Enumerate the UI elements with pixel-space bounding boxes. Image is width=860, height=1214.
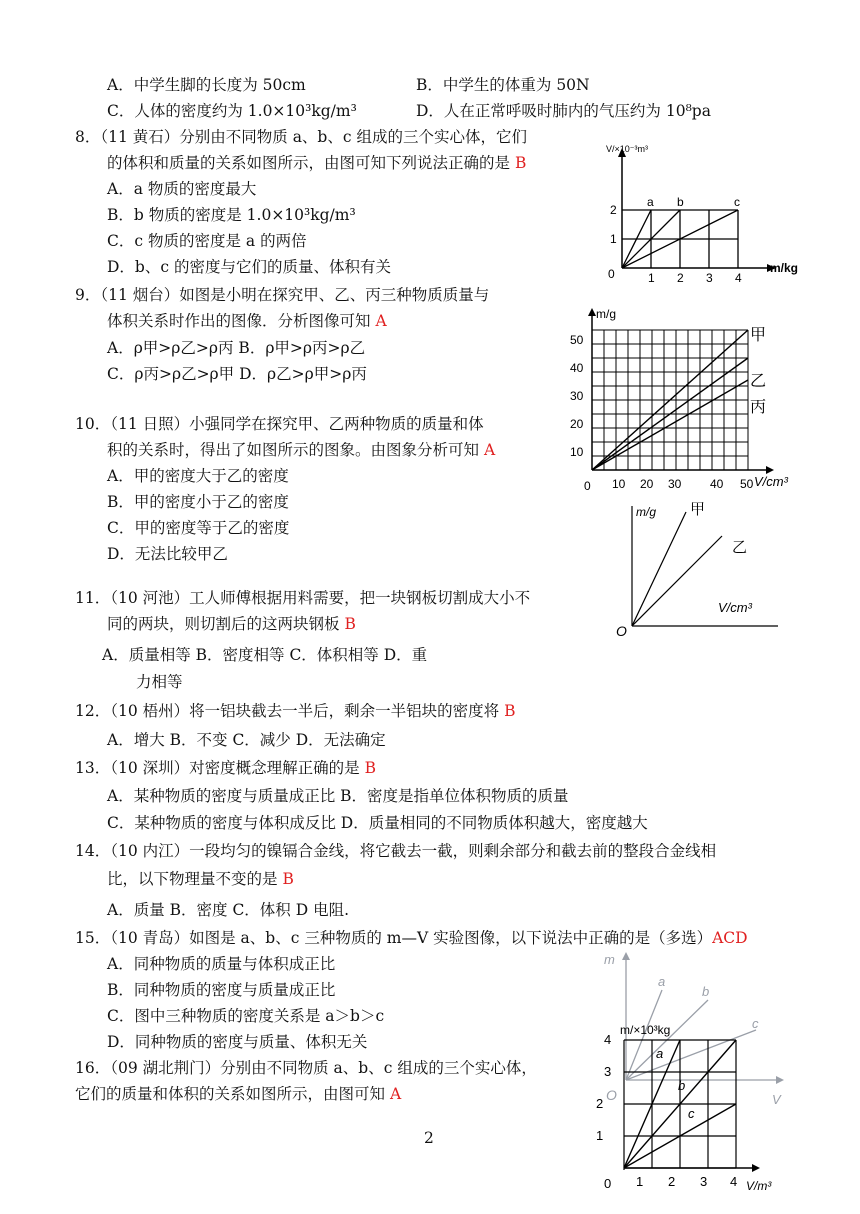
line-text: C．图中三种物质的密度关系是 a＞b＞c — [107, 1007, 385, 1025]
y-axis-label: m/g — [596, 307, 617, 321]
text-line-l31 — [75, 841, 716, 861]
x-tick-4: 4 — [735, 271, 742, 285]
line-text: C．ρ丙>ρ乙>ρ甲 D．ρ乙>ρ甲>ρ丙 — [107, 365, 367, 383]
origin-label: O — [616, 623, 627, 639]
page-number: 2 — [424, 1129, 434, 1147]
answer-mark: B — [504, 702, 516, 720]
answer-mark: ACD — [712, 929, 748, 947]
line-text: C．某种物质的密度与体积成反比 D．质量相同的不同物质体积越大，密度越大 — [107, 814, 648, 832]
text-line-l14 — [107, 364, 367, 384]
text-line-l11 — [75, 285, 489, 305]
text-line-l3 — [107, 101, 357, 121]
text-line-l30 — [107, 813, 648, 833]
line-text: D．b、c 的密度与它们的质量、体积有关 — [107, 258, 391, 276]
text-line-l37 — [107, 1006, 384, 1026]
text-line-l10 — [107, 257, 391, 277]
line-text: A．甲的密度大于乙的密度 — [107, 467, 289, 485]
x-tick-3: 3 — [700, 1174, 708, 1189]
y-tick-30: 30 — [570, 389, 584, 403]
line-text: 13．（10 深圳）对密度概念理解正确的是 — [75, 759, 365, 777]
figure-q10-graph — [610, 498, 790, 640]
line-text: B．同种物质的密度与质量成正比 — [107, 981, 336, 999]
label-a: a — [656, 1046, 664, 1061]
text-line-l8 — [107, 205, 356, 225]
label-a: a — [658, 974, 666, 989]
text-line-l20 — [107, 518, 289, 538]
line-text: A．ρ甲>ρ乙>ρ丙 B．ρ甲>ρ丙>ρ乙 — [107, 339, 366, 357]
label-yi: 乙 — [732, 539, 748, 556]
y-tick-2: 2 — [610, 203, 617, 217]
line-jia — [632, 512, 686, 626]
y-axis-label: V/×10⁻³m³ — [606, 144, 649, 154]
label-b: b — [678, 1078, 686, 1093]
x-tick-30: 30 — [668, 477, 682, 491]
text-line-l26 — [75, 701, 515, 721]
text-line-l12 — [107, 311, 387, 331]
text-line-l39 — [75, 1058, 537, 1078]
label-yi: 乙 — [750, 373, 767, 390]
origin-label: O — [606, 1087, 617, 1103]
figure-q8-graph — [598, 140, 810, 285]
y-tick-20: 20 — [570, 417, 584, 431]
x-tick-3: 3 — [706, 271, 713, 285]
text-line-l28 — [75, 758, 376, 778]
text-line-l18 — [107, 466, 289, 486]
line-text: 9．（11 烟台）如图是小明在探究甲、乙、丙三种物质质量与 — [75, 286, 490, 304]
line-text: 16．（09 湖北荆门）分别由不同物质 a、b、c 组成的三个实心体， — [75, 1059, 537, 1077]
line-text: A．质量 B．密度 C．体积 D 电阻. — [107, 901, 350, 919]
label-a: a — [647, 195, 654, 209]
x-tick-10: 10 — [612, 477, 626, 491]
label-jia: 甲 — [690, 501, 706, 518]
text-line-l4 — [416, 101, 711, 121]
x-tick-1: 1 — [636, 1174, 644, 1189]
text-line-l40 — [75, 1084, 401, 1104]
text-line-l36 — [107, 980, 335, 1000]
line-text: 比，以下物理量不变的是 — [107, 870, 283, 888]
line-text: D．人在正常呼吸时肺内的气压约为 10⁸pa — [416, 102, 711, 120]
line-text: D．无法比较甲乙 — [107, 545, 228, 563]
x-axis-label: V — [772, 1092, 781, 1107]
label-c: c — [734, 195, 740, 209]
text-line-l5 — [75, 127, 527, 147]
answer-mark: B — [282, 870, 294, 888]
answer-mark: B — [344, 615, 356, 633]
x-tick-4: 4 — [730, 1174, 738, 1189]
line-text: B．b 物质的密度是 1.0×10³kg/m³ — [107, 206, 356, 224]
x-tick-50: 50 — [740, 477, 754, 491]
y-tick-10: 10 — [570, 445, 584, 459]
y-tick-2: 2 — [596, 1096, 604, 1111]
text-line-l19 — [107, 492, 289, 512]
text-line-l13 — [107, 338, 365, 358]
text-line-l15 — [75, 414, 484, 434]
line-text: 14．（10 内江）一段均匀的镍镉合金线，将它截去一截，则剩余部分和截去前的整段合金线相 — [75, 842, 717, 860]
y-tick-50: 50 — [570, 333, 584, 347]
label-bing: 丙 — [750, 399, 767, 416]
text-line-l32 — [107, 869, 294, 889]
x-tick-2: 2 — [677, 271, 684, 285]
y-tick-3: 3 — [604, 1064, 612, 1079]
text-line-l2 — [416, 75, 590, 95]
label-b: b — [677, 195, 684, 209]
line-text: C．c 物质的密度是 a 的两倍 — [107, 232, 307, 250]
x-tick-0: 0 — [604, 1176, 612, 1191]
label-jia: 甲 — [750, 327, 767, 344]
answer-mark: A — [375, 312, 387, 330]
line-text: 11．（10 河池）工人师傅根据用料需要，把一块钢板切割成大小不 — [75, 589, 531, 607]
line-text: A．某种物质的密度与质量成正比 B．密度是指单位体积物质的质量 — [107, 787, 569, 805]
y-tick-1: 1 — [596, 1128, 604, 1143]
line-text: A．增大 B．不变 C．减少 D．无法确定 — [107, 731, 386, 749]
line-text: 它们的质量和体积的关系如图所示，由图可知 — [75, 1085, 390, 1103]
line-text: A．a 物质的密度最大 — [107, 180, 257, 198]
x-axis-label: V/cm³ — [718, 600, 752, 615]
line-text: 的体积和质量的关系如图所示，由图可知下列说法正确的是 — [107, 154, 515, 172]
line-text: A．同种物质的质量与体积成正比 — [107, 955, 336, 973]
y-axis-label: m/g — [636, 505, 657, 519]
text-line-l22 — [75, 588, 530, 608]
y-tick-40: 40 — [570, 361, 584, 375]
x-tick-2: 2 — [668, 1174, 676, 1189]
line-text: D．同种物质的密度与质量、体积无关 — [107, 1033, 368, 1051]
line-text: 12．（10 梧州）将一铝块截去一半后，剩余一半铝块的密度将 — [75, 702, 505, 720]
answer-mark: A — [483, 441, 496, 459]
answer-mark: B — [514, 154, 527, 172]
text-line-l21 — [107, 544, 228, 564]
answer-mark: B — [364, 759, 376, 777]
y-axis-label: m/×10³kg — [620, 1023, 671, 1037]
label-b: b — [702, 984, 710, 999]
y-tick-4: 4 — [604, 1032, 612, 1047]
text-line-l35 — [107, 954, 335, 974]
figure-q9-graph — [568, 300, 790, 500]
x-tick-0: 0 — [584, 479, 591, 493]
text-line-l6 — [107, 153, 526, 173]
x-axis-label: V/m³ — [746, 1179, 772, 1193]
text-line-l16 — [107, 440, 495, 460]
line-text: A．质量相等 B．密度相等 C．体积相等 D．重 — [102, 646, 428, 664]
text-line-l23 — [107, 614, 356, 634]
line-text: 同的两块，则切割后的这两块钢板 — [107, 615, 345, 633]
label-c: c — [688, 1106, 695, 1121]
y-axis-label: m — [604, 952, 615, 967]
text-line-l29 — [107, 786, 569, 806]
text-line-l27 — [107, 730, 386, 750]
x-tick-20: 20 — [640, 477, 654, 491]
line-text: 力相等 — [136, 673, 183, 691]
x-tick-1: 1 — [648, 271, 655, 285]
line-text: C．人体的密度约为 1.0×10³kg/m³ — [107, 102, 357, 120]
x-tick-0: 0 — [608, 267, 615, 281]
line-text: 体积关系时作出的图像．分析图像可知 — [107, 312, 376, 330]
line-text: 10．（11 日照）小强同学在探究甲、乙两种物质的质量和体 — [75, 415, 484, 433]
line-text: C．甲的密度等于乙的密度 — [107, 519, 290, 537]
y-tick-1: 1 — [610, 232, 617, 246]
line-text: A．中学生脚的长度为 50cm — [107, 76, 306, 94]
line-text: B．甲的密度小于乙的密度 — [107, 493, 289, 511]
answer-mark: A — [389, 1085, 402, 1103]
x-axis-label: V/cm³ — [754, 474, 788, 489]
text-line-l38 — [107, 1032, 367, 1052]
x-axis-label: m/kg — [770, 261, 799, 275]
line-text: 8．（11 黄石）分别由不同物质 a、b、c 组成的三个实心体，它们 — [75, 128, 527, 146]
label-c: c — [752, 1016, 759, 1031]
line-text: 15．（10 青岛）如图是 a、b、c 三种物质的 m—V 实验图像，以下说法中正确的是（多选） — [75, 929, 713, 947]
text-line-l7 — [107, 179, 256, 199]
text-line-l25 — [136, 672, 183, 692]
figure-q16-graph — [588, 1010, 788, 1206]
x-tick-40: 40 — [710, 477, 724, 491]
text-line-l24 — [102, 645, 427, 665]
text-line-l33 — [107, 900, 349, 920]
line-yi — [632, 536, 722, 626]
text-line-l9 — [107, 231, 307, 251]
text-line-l1 — [107, 75, 306, 95]
line-text: B．中学生的体重为 50N — [416, 76, 590, 94]
line-text: 积的关系时，得出了如图所示的图象。由图象分析可知 — [107, 441, 484, 459]
